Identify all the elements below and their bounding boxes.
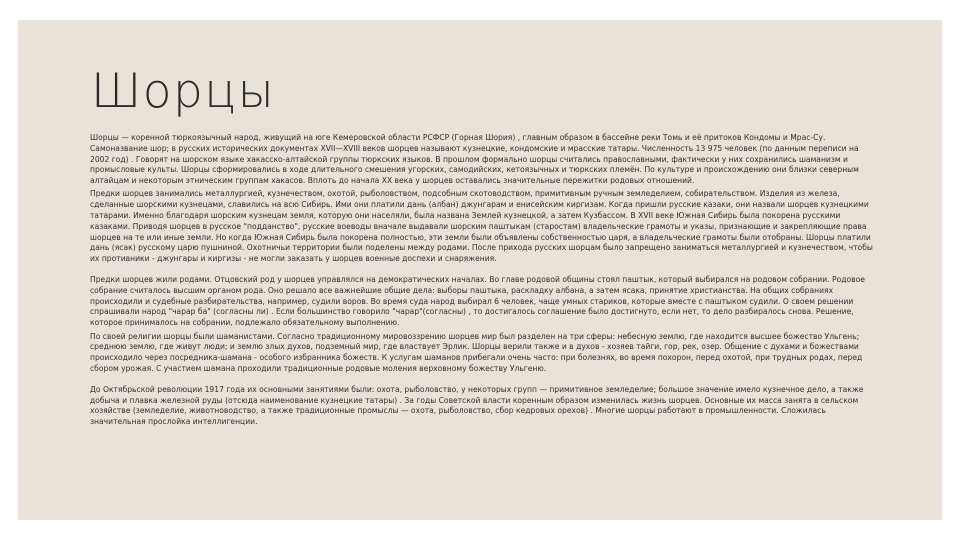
paragraph-religion: По своей религии шорцы были шаманистами. Согласно традиционному мировоззрению шорцев мир был разделен на три сферы: небесную землю, где находится высшее божество Ульгень; среднюю землю, где живут люди; и землю злых духов, подземный мир, где властвует Эрлик. Шорцы верили также и в духов - хозяев тайги, гор, рек, озер. Общение с духами и божествами происходило через посредника-шамана - особого избранника божеств. К услугам шаманов прибегали очень часто: при болезнях, во время похорон, перед охотой, при трудных родах, перед сбором урожая. С участием шамана проходили традиционные родовые моления верховному божеству Ульгеню. <box>90 331 863 373</box>
paragraph-revolution: До Октябрьской революции 1917 года их основными занятиями были: охота, рыболовство, у некоторых групп — примитивное земледелие; большое значение имело кузнечное дело, а также добыча и плавка железной руды (отсюда наименование кузнецкие татары) . За годы Советской власти коренным образом изменилась жизнь шорцев. Основные их масса занята в сельском хозяйстве (земледелие, животноводство, а также традиционные промыслы — охота, рыболовство, сбор кедровых орехов) . Многие шорцы работают в промышленности. Сложилась значительная прослойка интеллигенции. <box>90 384 864 427</box>
slide <box>18 20 942 520</box>
slide-title: Шорцы <box>91 64 276 119</box>
paragraph-origin: Шорцы — коренной тюркоязычный народ, живущий на юге Кемеровской области РСФСР (Горная Шория) , главным образом в бассейне реки Томь и её притоков Кондомы и Мрас-Су. Самоназвание шор; в русских исторических документах XVII—XVIII веков шорцев называют кузнецкие, кондомские и мрасские татары. Численность 13 975 человек (по данным переписи на 2002 год) . Говорят на шорском языке хакасско-алтайской группы тюркских языков. В прошлом формально шорцы считались православными, фактически у них сохранились шаманизм и промысловые культы. Шорцы сформировались в ходе длительного смешения угорских, самодийских, кетоязычных и тюркских племён. По культуре и происхождению они близки северным алтайцам и некоторым этническим группам хакасов. Вплоть до начала XX века у шорцев оставались значительные пережитки родовых отношений. <box>90 133 859 186</box>
paragraph-clans: Предки шорцев жили родами. Отцовский род у шорцев управлялся на демократических началах. Во главе родовой общины стоял паштык, который выбирался на родовом собрании. Родовое собрание считалось высшим органом рода. Оно решало все важнейшие общие дела: выборы паштыка, раскладку албана, а затем ясака, принятие христианства. На общих собраниях происходили и судебные разбирательства, например, судили воров. Во время суда народ выбирал 6 человек, чаще умных стариков, которые вместе с паштыком судили. О своем решении спрашивали народ "чарар ба" (согласны ли) . Если большинство говорило "чарар"(согласны) , то достигалось соглашение было достигнуто, если нет, то дело разбиралось снова. Решение, которое принималось на собрании, подлежало обязательному выполнению. <box>90 275 865 328</box>
slide-body <box>90 133 880 430</box>
paragraph-crafts: Предки шорцев занимались металлургией, кузнечеством, охотой, рыболовством, подсобным скотоводством, примитивным ручным земледелием, собирательством. Изделия из железа, сделанные шорскими кузнецами, славились на всю Сибирь. Ими они платили дань (албан) джунгарам и енисейским киргизам. Когда пришли русские казаки, они назвали шорцев кузнецкими татарами. Именно благодаря шорским кузнецам земля, которую они населяли, была названа Землей кузнецкой, а затем Кузбассом. В XVII веке Южная Сибирь была покорена русскими казаками. Приводя шорцев в русское "подданство", русские воеводы вначале выдавали шорским паштыкам (старостам) владельческие грамоты и указы, признающие и закрепляющие права шорцев на те или иные земли. Но когда Южная Сибирь была покорена полностью, эти земли были объявлены собственностью царя, а владельческие грамоты были отобраны. Шорцы платили дань (ясак) русскому царю пушниной. Охотничьи территории были поделены между родами. После прихода русских шорцам было запрещено заниматься металлургией и кузнечеством, чтобы их противники - джунгары и киргизы - не могли заказать у шорцев военные доспехи и снаряжения. <box>90 189 873 264</box>
